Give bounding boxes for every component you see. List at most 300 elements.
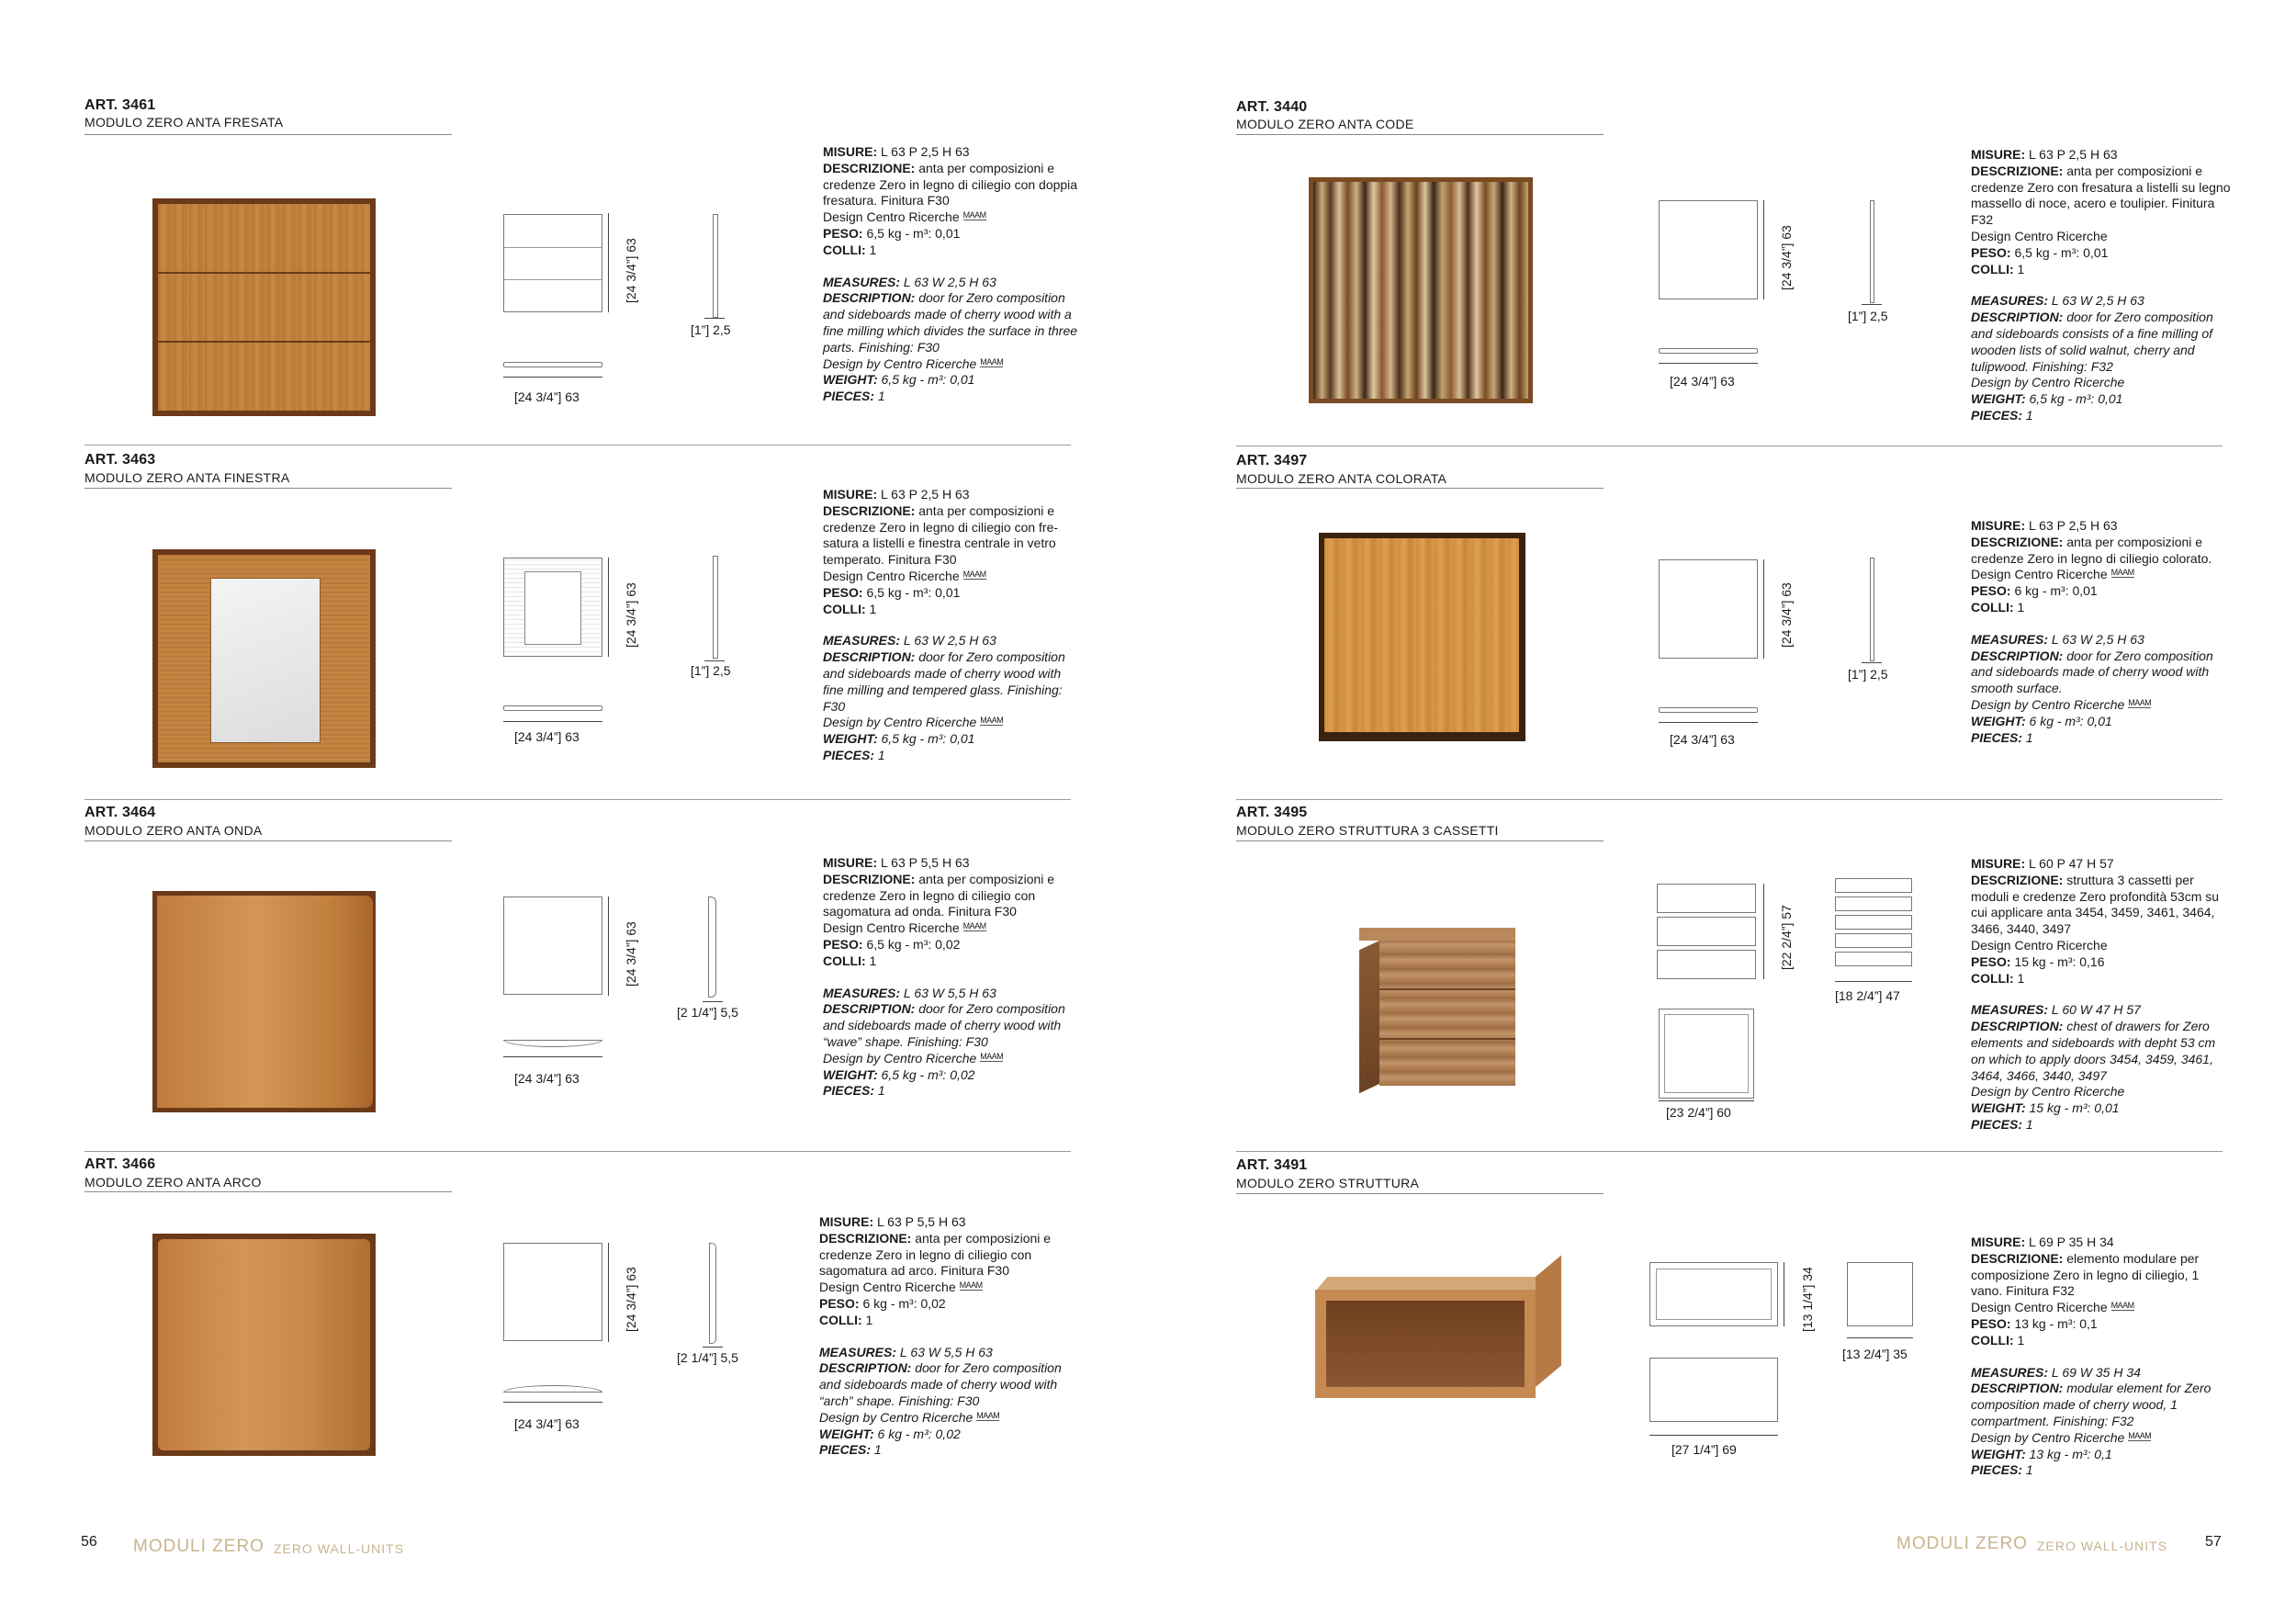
article-number: ART. 3464: [84, 805, 156, 820]
english-description: [823, 986, 1085, 1100]
spec-value: 1: [2013, 970, 2025, 986]
side-view-drawing: [1870, 200, 1874, 303]
spec-line: [1971, 714, 2233, 730]
spec-line: [823, 872, 1085, 920]
spec-line: [1971, 147, 2233, 164]
side-view-drawing: [1870, 558, 1874, 661]
spec-value: Design by Centro Ricerche: [823, 1050, 977, 1066]
article-number: ART. 3463: [84, 452, 156, 468]
spec-line: [823, 487, 1085, 503]
spec-label: MEASURES:: [1971, 1364, 2049, 1380]
spec-label: MEASURES:: [1971, 293, 2049, 309]
spec-value: Design by Centro Ricerche: [1971, 1084, 2125, 1100]
spec-line: [1971, 391, 2233, 408]
description-block: [823, 487, 1085, 764]
spec-line: [819, 1427, 1081, 1443]
spec-value: anta per composizioni e credenze Zero in legno di ciliegio con doppia fresatura. Finitura F30: [823, 160, 1078, 209]
description-block: [819, 1214, 1081, 1459]
english-description: [823, 633, 1085, 763]
product-photo: [152, 549, 376, 768]
spec-line: [823, 242, 1085, 259]
depth-dimension: [1”] 2,5: [691, 322, 731, 337]
spec-line: [819, 1231, 1081, 1280]
product-photo: [1309, 177, 1533, 403]
spec-line: [1971, 1117, 2233, 1133]
front-view-drawing: [1659, 559, 1758, 659]
spec-value: 1: [865, 242, 877, 257]
product-photo: [152, 891, 376, 1112]
spec-line: [1971, 1316, 2233, 1333]
width-dimension: [27 1/4”] 69: [1671, 1442, 1737, 1457]
page-number-left: 56: [81, 1534, 97, 1550]
spec-label: PIECES:: [1971, 1462, 2023, 1478]
spec-line: [1971, 1462, 2233, 1479]
spec-value: Design Centro Ricerche: [1971, 567, 2108, 582]
spec-value: door for Zero composition and sideboards made of cherry wood with a fine milling which divides the surface in three parts. Finishing: F30: [823, 290, 1078, 355]
spec-value: 15 kg - m³: 0,01: [2025, 1100, 2120, 1116]
title-underline: [1236, 840, 1604, 841]
footer-section-subtitle: ZERO WALL-UNITS: [2037, 1539, 2168, 1553]
article-number: ART. 3495: [1236, 805, 1308, 820]
spec-line: [1971, 697, 2233, 714]
spec-line: [823, 986, 1085, 1002]
description-block: [1971, 1235, 2233, 1479]
italian-description: [823, 855, 1085, 970]
width-dimension-line: [503, 1056, 602, 1057]
spec-label: DESCRIPTION:: [1971, 1381, 2064, 1396]
spec-label: MEASURES:: [1971, 631, 2049, 647]
width-dimension: [24 3/4”] 63: [1670, 732, 1735, 747]
spec-value: L 63 P 2,5 H 63: [877, 487, 970, 502]
maam-logo-mark: MAAM: [2128, 1430, 2152, 1440]
article-name: MODULO ZERO ANTA FINESTRA: [84, 470, 290, 485]
spec-line: [1971, 310, 2233, 375]
top-view-drawing: [1649, 1358, 1778, 1422]
side-view-drawing: [709, 1243, 716, 1344]
spec-line: [1971, 229, 2233, 245]
maam-logo-mark: MAAM: [976, 1410, 1000, 1420]
depth-dimension: [2 1/4”] 5,5: [677, 1350, 738, 1365]
spec-label: PIECES:: [819, 1442, 872, 1458]
spec-line: [1971, 1084, 2233, 1100]
spec-label: PIECES:: [1971, 729, 2023, 745]
spec-line: [819, 1296, 1081, 1313]
spec-value: 1: [2013, 599, 2025, 615]
spec-label: COLLI:: [819, 1312, 862, 1327]
spec-value: L 63 P 2,5 H 63: [2025, 518, 2118, 533]
spec-line: [823, 1001, 1085, 1050]
product-photo: [152, 198, 376, 416]
spec-label: MISURE:: [1971, 856, 2026, 871]
spec-line: [823, 1067, 1085, 1084]
description-block: [823, 144, 1085, 405]
spec-value: L 60 W 47 H 57: [2048, 1002, 2141, 1018]
spec-line: [819, 1442, 1081, 1459]
spec-label: DESCRIZIONE:: [823, 871, 916, 886]
spec-label: DESCRIPTION:: [823, 1001, 916, 1017]
spec-value: L 69 P 35 H 34: [2025, 1235, 2114, 1249]
section-divider: [84, 799, 1071, 800]
spec-value: L 60 P 47 H 57: [2025, 856, 2114, 871]
width-dimension-line: [1659, 722, 1758, 723]
spec-line: [1971, 730, 2233, 747]
spec-line: [1971, 567, 2233, 583]
spec-value: 1: [2013, 261, 2025, 276]
spec-line: [1971, 1365, 2233, 1382]
spec-line: [1971, 873, 2233, 938]
width-dimension: [24 3/4”] 63: [514, 1416, 580, 1431]
spec-label: WEIGHT:: [823, 731, 878, 747]
spec-line: [823, 731, 1085, 748]
spec-label: PESO:: [1971, 953, 2011, 969]
top-view-drawing: [1659, 1009, 1754, 1099]
width-dimension-line: [503, 1402, 602, 1403]
spec-line: [823, 389, 1085, 405]
spec-line: [823, 633, 1085, 649]
spec-label: COLLI:: [823, 601, 866, 616]
spec-value: L 69 W 35 H 34: [2048, 1364, 2141, 1380]
spec-label: PIECES:: [823, 747, 875, 762]
spec-line: [823, 569, 1085, 585]
spec-value: 6 kg - m³: 0,02: [873, 1426, 961, 1441]
spec-label: PESO:: [1971, 244, 2011, 260]
depth-dimension-line: [1862, 662, 1882, 663]
height-dimension: [24 3/4”] 63: [1779, 582, 1794, 648]
spec-value: 6 kg - m³: 0,01: [2025, 713, 2112, 728]
depth-dimension: [1”] 2,5: [691, 663, 731, 678]
spec-value: anta per composizioni e credenze Zero in legno di ciliegio colorato.: [1971, 534, 2212, 566]
italian-description: [819, 1214, 1081, 1329]
article-number: ART. 3466: [84, 1156, 156, 1172]
height-dimension: [24 3/4”] 63: [624, 238, 638, 303]
height-dimension: [22 2/4”] 57: [1779, 905, 1794, 970]
spec-label: MEASURES:: [823, 274, 901, 289]
spec-line: [1971, 262, 2233, 278]
spec-value: 6,5 kg - m³: 0,02: [862, 936, 961, 952]
spec-value: 1: [2022, 407, 2033, 423]
height-dimension: [24 3/4”] 63: [624, 582, 638, 648]
depth-dimension-line: [1847, 1337, 1913, 1338]
spec-value: 6,5 kg - m³: 0,01: [862, 584, 961, 600]
spec-label: COLLI:: [1971, 261, 2014, 276]
front-view-drawing: [503, 897, 602, 995]
spec-value: anta per composizioni e credenze Zero con fresatura a listelli su legno massello di noce, acero e toulipier. Finitura F32: [1971, 163, 2231, 228]
title-underline: [1236, 488, 1604, 489]
title-underline: [84, 134, 452, 135]
spec-value: Design Centro Ricerche: [823, 920, 960, 936]
description-block: [1971, 856, 2233, 1133]
top-view-drawing: [503, 1385, 602, 1393]
spec-line: [819, 1214, 1081, 1231]
depth-dimension: [2 1/4”] 5,5: [677, 1005, 738, 1020]
product-photo: [1315, 1277, 1563, 1398]
spec-label: DESCRIZIONE:: [823, 160, 916, 175]
spec-line: [1971, 1100, 2233, 1117]
spec-line: [823, 209, 1085, 226]
spec-line: [823, 953, 1085, 970]
product-photo: [1359, 928, 1515, 1088]
spec-label: PESO:: [823, 936, 863, 952]
spec-value: Design Centro Ricerche: [1971, 228, 2108, 243]
spec-value: Design Centro Ricerche: [823, 209, 960, 225]
spec-value: Design Centro Ricerche: [819, 1280, 956, 1295]
maam-logo-mark: MAAM: [962, 569, 986, 579]
section-divider: [84, 1151, 1071, 1152]
height-dimension: [24 3/4”] 63: [1779, 225, 1794, 290]
spec-line: [823, 503, 1085, 569]
spec-value: 6,5 kg - m³: 0,02: [877, 1066, 975, 1082]
spec-label: WEIGHT:: [1971, 713, 2026, 728]
section-divider: [1236, 445, 2223, 446]
spec-label: PESO:: [1971, 583, 2011, 599]
spec-label: MISURE:: [1971, 147, 2026, 162]
spec-label: WEIGHT:: [823, 1066, 878, 1082]
spec-label: MISURE:: [823, 487, 878, 502]
spec-label: DESCRIPTION:: [1971, 1019, 2064, 1034]
spec-value: 6,5 kg - m³: 0,01: [877, 372, 975, 388]
spec-value: 6,5 kg - m³: 0,01: [2025, 391, 2123, 407]
spec-value: L 63 W 5,5 H 63: [896, 1344, 993, 1359]
depth-dimension-line: [704, 660, 725, 661]
italian-description: [1971, 518, 2233, 616]
height-dimension-line: [1763, 559, 1764, 659]
spec-value: L 63 W 2,5 H 63: [2048, 293, 2144, 309]
spec-value: chest of drawers for Zero elements and sideboards with depht 53 cm on which to apply doors 3454, 3459, 3461, 3464, 3466, 3440, 3497: [1971, 1019, 2216, 1083]
height-dimension-line: [608, 558, 609, 657]
width-dimension: [24 3/4”] 63: [514, 1071, 580, 1086]
width-dimension-line: [503, 721, 602, 722]
front-view-drawing: [503, 1243, 602, 1341]
top-view-drawing: [503, 1040, 602, 1047]
article-name: MODULO ZERO ANTA CODE: [1236, 117, 1414, 131]
title-underline: [84, 1191, 452, 1192]
spec-label: DESCRIPTION:: [819, 1360, 912, 1376]
spec-line: [1971, 1251, 2233, 1300]
top-view-drawing: [1659, 348, 1758, 354]
spec-value: 6 kg - m³: 0,02: [859, 1295, 946, 1311]
spec-value: Design by Centro Ricerche: [823, 715, 977, 730]
spec-label: COLLI:: [823, 242, 866, 257]
spec-line: [1971, 1381, 2233, 1429]
description-block: [1971, 518, 2233, 746]
spec-label: PESO:: [823, 584, 863, 600]
spec-line: [823, 1051, 1085, 1067]
spec-line: [823, 920, 1085, 937]
spec-label: WEIGHT:: [1971, 1100, 2026, 1116]
spec-label: DESCRIPTION:: [1971, 648, 2064, 663]
article-number: ART. 3497: [1236, 453, 1308, 468]
maam-logo-mark: MAAM: [962, 921, 986, 931]
spec-line: [823, 290, 1085, 355]
depth-dimension: [13 2/4”] 35: [1842, 1347, 1908, 1361]
english-description: [823, 275, 1085, 405]
spec-value: L 63 W 5,5 H 63: [900, 985, 996, 1000]
spec-label: DESCRIZIONE:: [823, 502, 916, 518]
spec-value: Design by Centro Ricerche: [823, 355, 977, 371]
spec-value: anta per composizioni e credenze Zero in legno di ciliegio con fre-satura a listelli e finestra centrale in vetro temperato. Finitura F30: [823, 502, 1059, 568]
spec-value: Design Centro Ricerche: [823, 568, 960, 583]
spec-label: DESCRIZIONE:: [1971, 163, 2064, 178]
side-view-drawing: [708, 897, 716, 998]
title-underline: [84, 840, 452, 841]
english-description: [1971, 632, 2233, 747]
depth-dimension: [1”] 2,5: [1848, 667, 1888, 682]
spec-value: 13 kg - m³: 0,1: [2025, 1446, 2112, 1461]
spec-line: [819, 1360, 1081, 1409]
spec-value: anta per composizioni e credenze Zero in legno di ciliegio con sagomatura ad onda. Finitura F30: [823, 871, 1055, 919]
spec-value: door for Zero composition and sideboards made of cherry wood with “arch” shape. Finishing: F30: [819, 1360, 1062, 1408]
width-dimension-line: [503, 377, 602, 378]
spec-label: MISURE:: [823, 855, 878, 870]
spec-value: 1: [874, 389, 885, 404]
width-dimension-line: [1649, 1435, 1778, 1436]
spec-value: door for Zero composition and sideboards made of cherry wood with smooth surface.: [1971, 648, 2213, 696]
spec-label: MEASURES:: [823, 985, 901, 1000]
spec-label: PIECES:: [1971, 407, 2023, 423]
english-description: [1971, 1002, 2233, 1133]
italian-description: [1971, 1235, 2233, 1349]
footer-section-subtitle: ZERO WALL-UNITS: [274, 1541, 405, 1556]
height-dimension-line: [608, 1243, 609, 1342]
spec-value: 15 kg - m³: 0,16: [2010, 953, 2105, 969]
spec-label: COLLI:: [1971, 1332, 2014, 1348]
spec-value: Design Centro Ricerche: [1971, 1300, 2108, 1315]
spec-label: MISURE:: [819, 1214, 874, 1229]
italian-description: [823, 487, 1085, 617]
italian-description: [1971, 147, 2233, 277]
description-block: [823, 855, 1085, 1100]
spec-value: Design by Centro Ricerche: [1971, 1429, 2125, 1445]
maam-logo-mark: MAAM: [980, 356, 1004, 367]
width-dimension-line: [1659, 1100, 1754, 1101]
width-dimension: [23 2/4”] 60: [1666, 1105, 1731, 1120]
spec-label: WEIGHT:: [819, 1426, 874, 1441]
width-dimension: [24 3/4”] 63: [1670, 374, 1735, 389]
spec-label: DESCRIZIONE:: [1971, 534, 2064, 549]
spec-label: COLLI:: [1971, 970, 2014, 986]
spec-line: [1971, 1300, 2233, 1316]
height-dimension-line: [1763, 200, 1764, 299]
spec-line: [1971, 1333, 2233, 1349]
spec-line: [1971, 245, 2233, 262]
maam-logo-mark: MAAM: [959, 1280, 983, 1291]
spec-line: [823, 585, 1085, 602]
spec-value: 1: [865, 601, 877, 616]
spec-label: PIECES:: [823, 1083, 875, 1099]
spec-line: [823, 144, 1085, 161]
spec-value: L 63 W 2,5 H 63: [2048, 631, 2144, 647]
spec-label: DESCRIZIONE:: [1971, 872, 2064, 887]
spec-label: PIECES:: [823, 389, 875, 404]
spec-line: [823, 356, 1085, 373]
spec-line: [823, 226, 1085, 242]
spec-line: [823, 748, 1085, 764]
spec-line: [1971, 518, 2233, 535]
spec-value: Design by Centro Ricerche: [819, 1409, 974, 1425]
spec-line: [819, 1345, 1081, 1361]
spec-label: WEIGHT:: [1971, 391, 2026, 407]
height-dimension-line: [608, 213, 609, 312]
spec-label: PESO:: [1971, 1315, 2011, 1331]
spec-line: [819, 1410, 1081, 1427]
description-block: [1971, 147, 2233, 424]
spec-line: [1971, 583, 2233, 600]
spec-value: door for Zero composition and sideboards made of cherry wood with fine milling and tempered glass. Finishing: F30: [823, 649, 1065, 714]
spec-line: [1971, 856, 2233, 873]
spec-value: elemento modulare per composizione Zero in legno di ciliegio, 1 vano. Finitura F32: [1971, 1250, 2200, 1299]
spec-label: DESCRIPTION:: [1971, 310, 2064, 325]
height-dimension: [24 3/4”] 63: [624, 1267, 638, 1332]
height-dimension: [13 1/4”] 34: [1800, 1267, 1815, 1332]
spec-label: COLLI:: [823, 953, 866, 968]
top-view-drawing: [1659, 707, 1758, 713]
spec-line: [1971, 632, 2233, 648]
spec-label: MISURE:: [1971, 518, 2026, 533]
article-name: MODULO ZERO STRUTTURA 3 CASSETTI: [1236, 823, 1499, 838]
product-photo: [1319, 533, 1525, 741]
spec-value: struttura 3 cassetti per moduli e credenze Zero profondità 53cm su cui applicare anta 3454, 3459, 3461, 3464, 3466, 3440, 3497: [1971, 872, 2220, 937]
section-divider: [1236, 799, 2223, 800]
spec-value: L 63 P 5,5 H 63: [873, 1214, 966, 1229]
depth-dimension-line: [703, 1347, 723, 1348]
spec-value: L 63 W 2,5 H 63: [900, 633, 996, 648]
article-name: MODULO ZERO ANTA ONDA: [84, 823, 263, 838]
spec-line: [819, 1280, 1081, 1296]
height-dimension: [24 3/4”] 63: [624, 921, 638, 987]
article-name: MODULO ZERO ANTA ARCO: [84, 1175, 262, 1190]
spec-line: [1971, 293, 2233, 310]
title-underline: [1236, 1193, 1604, 1194]
front-view-drawing: [1649, 1262, 1778, 1326]
top-view-drawing: [503, 705, 602, 711]
spec-line: [823, 649, 1085, 715]
depth-dimension-line: [703, 1001, 723, 1002]
spec-label: MISURE:: [823, 144, 878, 159]
maam-logo-mark: MAAM: [2110, 1301, 2134, 1311]
front-view-drawing: [503, 214, 602, 312]
spec-line: [823, 715, 1085, 731]
front-view-drawing: [1659, 200, 1758, 299]
spec-value: L 63 P 2,5 H 63: [2025, 147, 2118, 162]
spec-label: PESO:: [819, 1295, 860, 1311]
article-number: ART. 3461: [84, 97, 156, 113]
spec-line: [823, 602, 1085, 618]
english-description: [1971, 293, 2233, 423]
spec-line: [823, 372, 1085, 389]
english-description: [819, 1345, 1081, 1460]
spec-label: WEIGHT:: [823, 372, 878, 388]
article-number: ART. 3440: [1236, 99, 1308, 115]
spec-line: [823, 855, 1085, 872]
spec-label: DESCRIZIONE:: [819, 1230, 912, 1246]
spec-line: [1971, 535, 2233, 568]
spec-value: 6,5 kg - m³: 0,01: [2010, 244, 2109, 260]
spec-value: L 63 P 5,5 H 63: [877, 855, 970, 870]
spec-value: 6,5 kg - m³: 0,01: [877, 731, 975, 747]
footer-section-title: MODULI ZERO: [133, 1537, 264, 1556]
side-view-drawing: [1847, 1262, 1913, 1326]
spec-label: PESO:: [823, 225, 863, 241]
spec-line: [1971, 954, 2233, 971]
maam-logo-mark: MAAM: [980, 1051, 1004, 1061]
section-divider: [1236, 1151, 2223, 1152]
depth-dimension: [1”] 2,5: [1848, 309, 1888, 323]
spec-value: Design by Centro Ricerche: [1971, 696, 2125, 712]
spec-label: COLLI:: [1971, 599, 2014, 615]
spec-value: anta per composizioni e credenze Zero in legno di ciliegio con sagomatura ad arco. Finitura F30: [819, 1230, 1052, 1279]
spec-line: [1971, 1430, 2233, 1447]
width-dimension: [24 3/4”] 63: [514, 729, 580, 744]
